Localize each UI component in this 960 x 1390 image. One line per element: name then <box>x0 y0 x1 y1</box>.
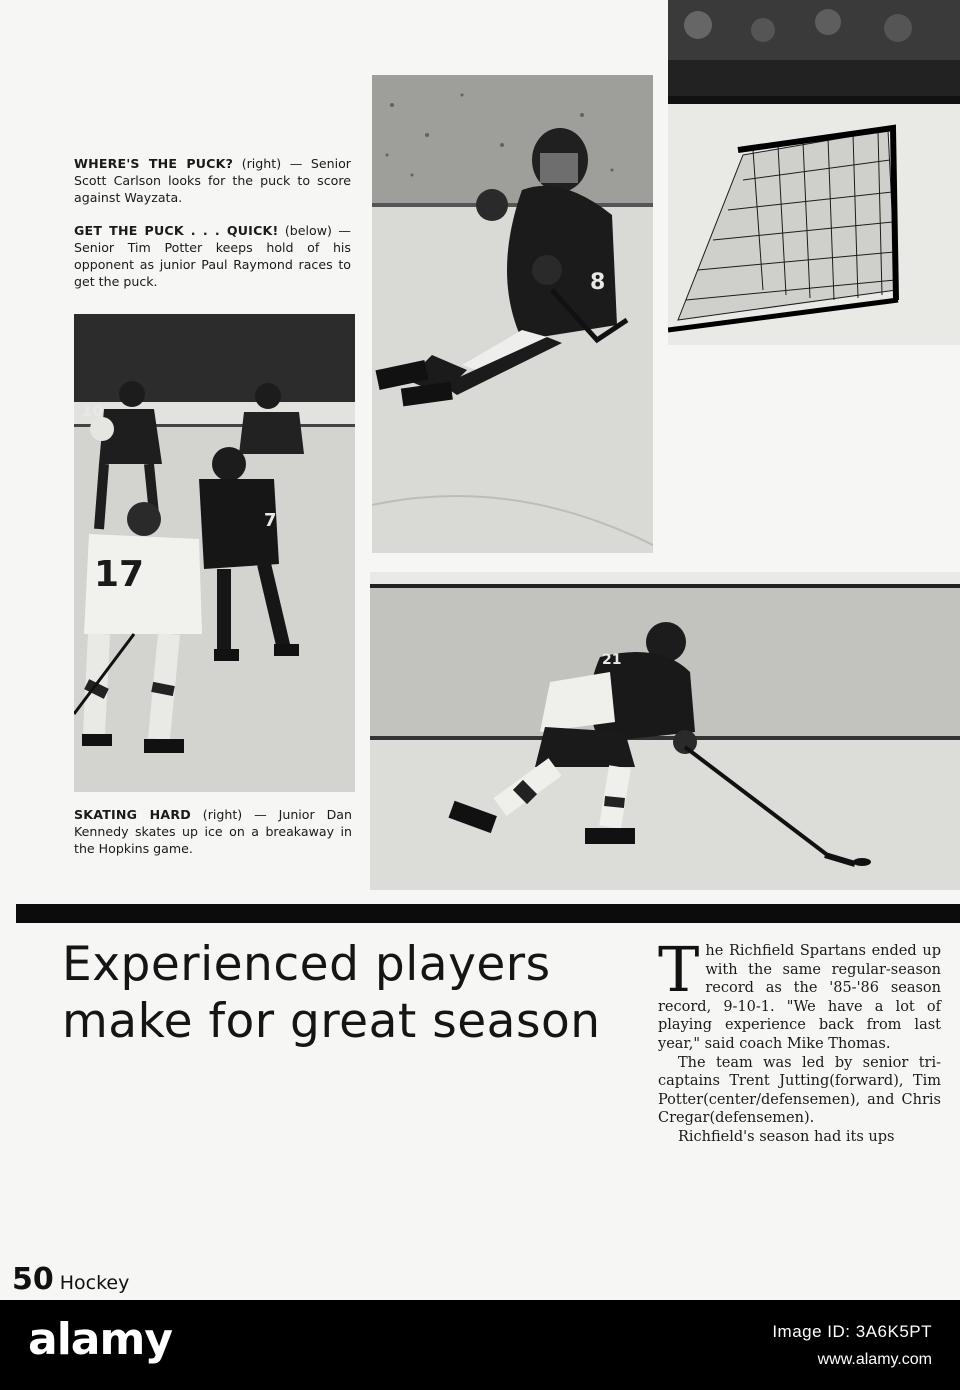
headline-line-1: Experienced players <box>62 937 551 992</box>
article-paragraph-3: Richfield's season had its ups <box>678 1128 895 1145</box>
caption-text: (below) — Senior Tim Potter keeps hold of his opponent as junior Paul Raymond races to get the puck. <box>74 223 351 289</box>
caption-lead: SKATING HARD <box>74 807 191 822</box>
image-id: Image ID: 3A6K5PT <box>772 1322 932 1341</box>
paragraph-text: he Richfield Spartans ended up with the same regular-season record as the '85-'86 season record, 9-10-1. "We have a lot of playing experience back from last year," said coach Mike Thomas. <box>658 943 941 1052</box>
photo-skating-hard <box>370 572 960 890</box>
section-divider-bar <box>16 904 960 923</box>
headline <box>62 936 642 1050</box>
photo-wheres-the-puck <box>372 75 653 553</box>
caption-lead: WHERE'S THE PUCK? <box>74 156 234 171</box>
caption-skating-hard <box>74 806 352 857</box>
article-body <box>658 933 941 1147</box>
jersey-number-left-player: 10 <box>82 402 103 420</box>
article-paragraph-2: The team was led by senior tri-captains Trent Jutting(forward), Tim Potter(center/defensemen), and Chris Cregar(defensemen). <box>658 1054 941 1127</box>
section-name: Hockey <box>59 1272 130 1294</box>
jersey-number-white-player: 17 <box>94 554 145 595</box>
caption-text: (right) — Senior Scott Carlson looks for the puck to score against Wayzata. <box>74 156 351 205</box>
alamy-logo: alamy <box>28 1314 172 1365</box>
caption-lead: GET THE PUCK . . . QUICK! <box>74 223 279 238</box>
jersey-number-kennedy: 21 <box>602 652 622 668</box>
jersey-number-dark-center: 7 <box>264 510 277 531</box>
watermark-footer <box>0 1300 960 1390</box>
page-folio <box>12 1262 129 1297</box>
caption-text: (right) — Junior Dan Kennedy skates up ice on a breakaway in the Hopkins game. <box>74 807 352 856</box>
site-url: www.alamy.com <box>817 1351 932 1368</box>
photo-get-the-puck <box>74 314 355 792</box>
photo-hockey-net <box>668 0 960 345</box>
article-paragraph-1 <box>658 933 941 1054</box>
jersey-number-carlson: 8 <box>590 270 606 295</box>
caption-wheres-the-puck <box>74 155 351 206</box>
page-number: 50 <box>12 1262 54 1297</box>
drop-cap: T <box>658 933 700 1006</box>
headline-line-2: make for great season <box>62 994 601 1049</box>
caption-get-the-puck <box>74 222 351 290</box>
image-id-block <box>772 1318 932 1374</box>
